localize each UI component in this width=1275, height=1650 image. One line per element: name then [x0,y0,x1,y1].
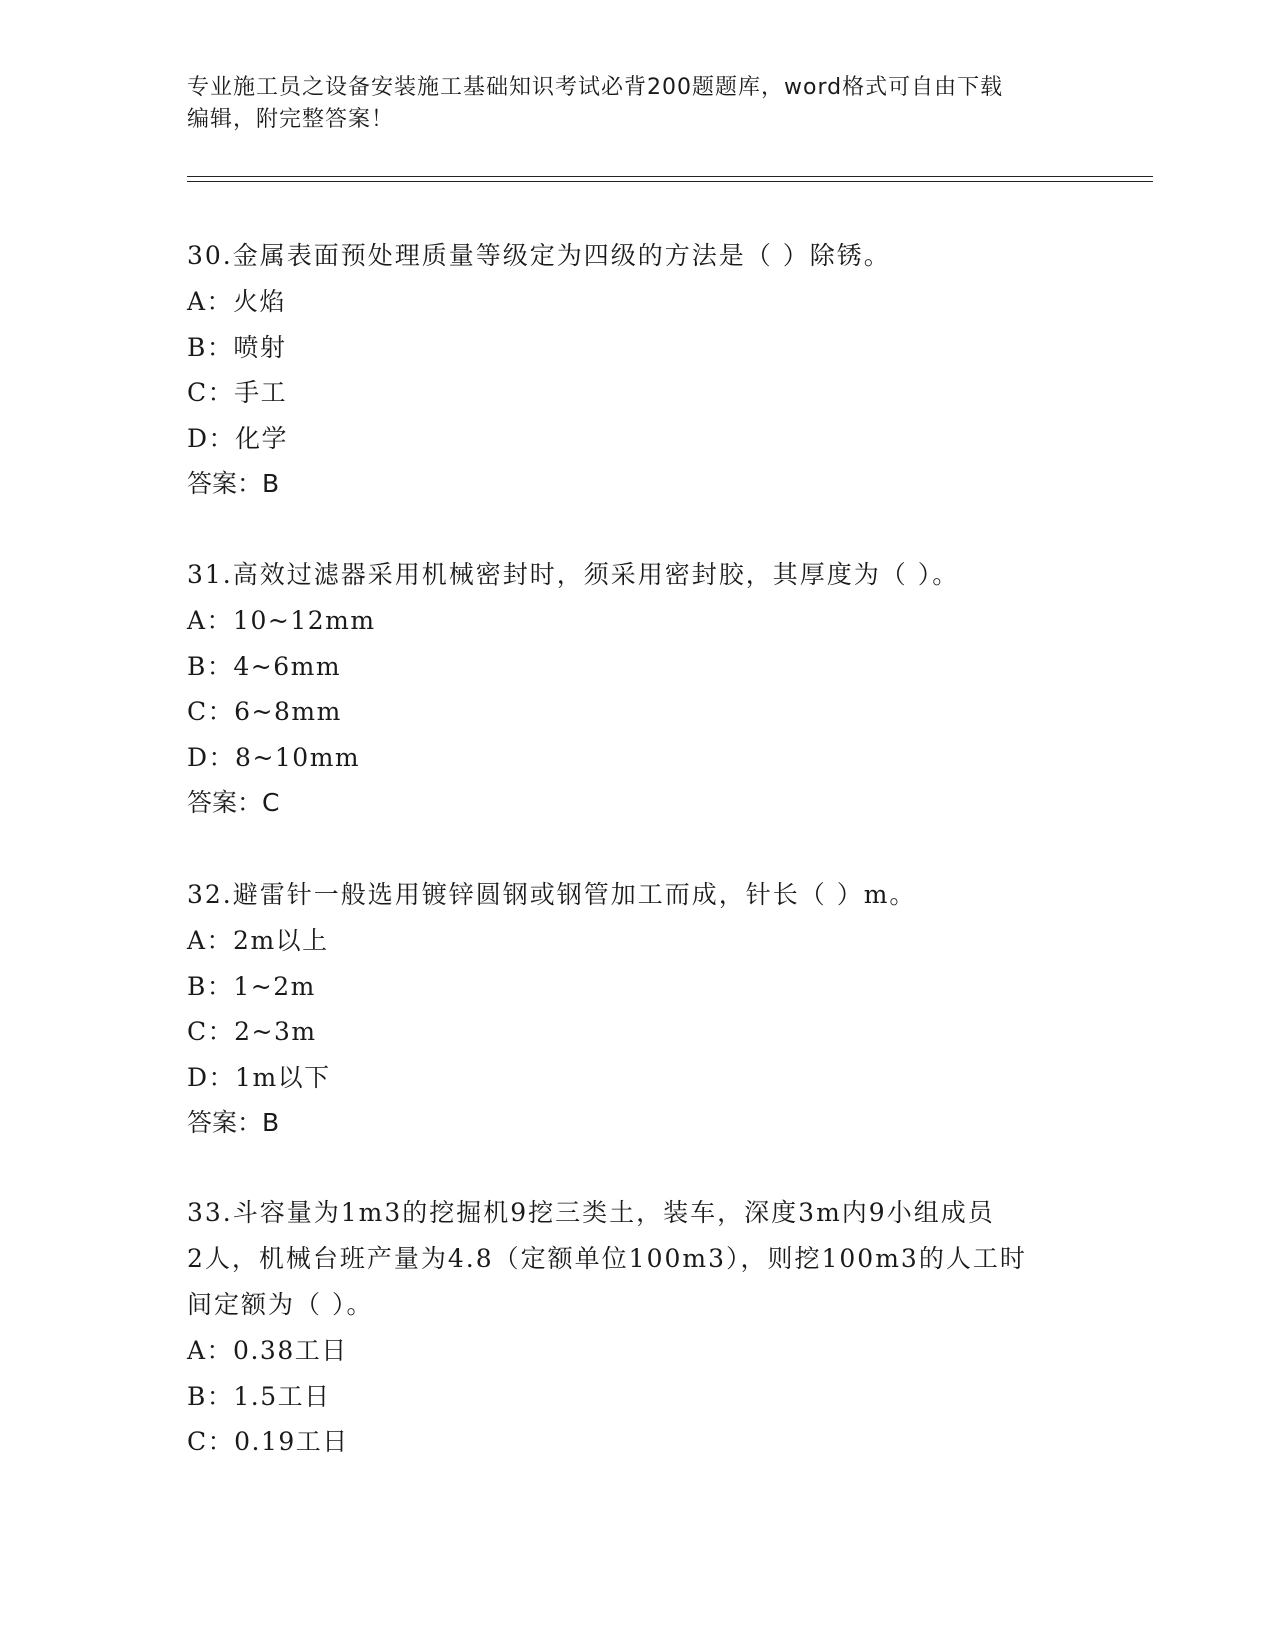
option-a: A：10~12mm [187,606,376,635]
document-header [187,72,1067,136]
option-c: C：0.19工日 [187,1427,349,1456]
question-stem-line-3: 间定额为（ ）。 [187,1290,374,1319]
question-stem-line-1: 33.斗容量为1m3的挖掘机9挖三类土，装车，深度3m内9小组成员 [187,1198,995,1227]
question-31 [187,552,1067,826]
option-a: A：2m以上 [187,926,329,955]
option-d: D：8~10mm [187,742,361,772]
question-32 [187,872,1067,1146]
header-title-line-1: 专业施工员之设备安装施工基础知识考试必背200题题库，word格式可自由下载 [187,75,1004,100]
question-33 [187,1190,1067,1465]
option-b: B：1.5工日 [187,1381,331,1411]
header-divider-top [187,176,1153,177]
question-stem: 30.金属表面预处理质量等级定为四级的方法是（ ）除锈。 [187,241,891,270]
question-30 [187,233,1067,507]
option-a: A：0.38工日 [187,1336,348,1365]
option-a: A：火焰 [187,287,287,316]
option-c: C：6~8mm [187,697,342,726]
option-b: B：喷射 [187,332,287,362]
header-title-line-2: 编辑，附完整答案！ [187,107,395,132]
question-stem-line-2: 2人，机械台班产量为4.8（定额单位100m3），则挖100m3的人工时 [187,1244,1027,1273]
option-d: D：化学 [187,423,289,453]
option-c: C：2~3m [187,1017,317,1046]
option-b: B：4~6mm [187,651,342,681]
answer-line: 答案：B [187,1108,280,1137]
question-stem: 31.高效过滤器采用机械密封时，须采用密封胶，其厚度为（ ）。 [187,560,960,589]
option-c: C：手工 [187,378,288,407]
option-d: D：1m以下 [187,1062,331,1092]
question-stem: 32.避雷针一般选用镀锌圆钢或钢管加工而成，针长（ ）m。 [187,880,917,909]
answer-line: 答案：B [187,469,280,498]
answer-line: 答案：C [187,788,280,817]
header-divider-bottom [187,181,1153,182]
option-b: B：1~2m [187,971,316,1001]
